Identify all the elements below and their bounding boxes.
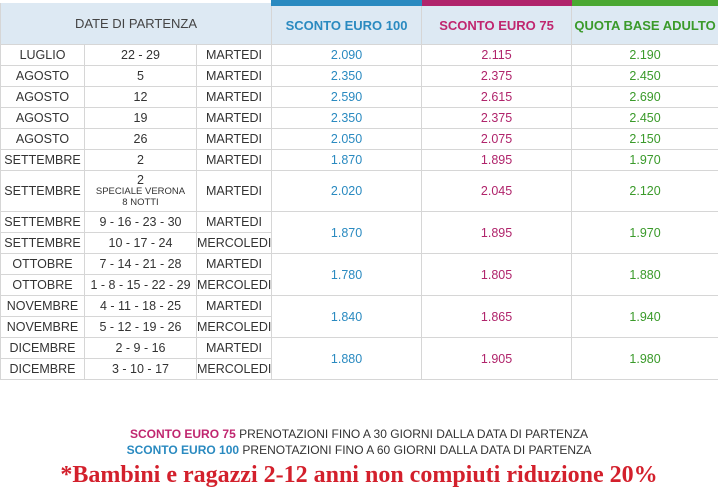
header-sconto-75: SCONTO EURO 75 bbox=[422, 3, 572, 45]
row-price-sconto-100: 1.870 bbox=[272, 150, 422, 171]
row-weekday: MERCOLEDI bbox=[197, 359, 272, 380]
row-dates: 12 bbox=[85, 87, 197, 108]
row-price-sconto-100: 2.050 bbox=[272, 129, 422, 150]
row-dates: 22 - 29 bbox=[85, 45, 197, 66]
row-month: NOVEMBRE bbox=[1, 317, 85, 338]
group-price-quota-base: 1.980 bbox=[572, 338, 718, 380]
row-price-quota-base: 2.450 bbox=[572, 108, 718, 129]
row-month: OTTOBRE bbox=[1, 254, 85, 275]
group-price-sconto-100: 1.780 bbox=[272, 254, 422, 296]
row-weekday: MERCOLEDI bbox=[197, 275, 272, 296]
row-dates: 19 bbox=[85, 108, 197, 129]
row-dates: 26 bbox=[85, 129, 197, 150]
table-row bbox=[1, 296, 718, 317]
row-weekday: MARTEDI bbox=[197, 87, 272, 108]
row-weekday: MARTEDI bbox=[197, 129, 272, 150]
row-weekday: MARTEDI bbox=[197, 150, 272, 171]
row-weekday: MARTEDI bbox=[197, 212, 272, 233]
row-price-quota-base: 2.190 bbox=[572, 45, 718, 66]
table-row bbox=[1, 338, 718, 359]
group-price-sconto-100: 1.880 bbox=[272, 338, 422, 380]
row-weekday: MARTEDI bbox=[197, 66, 272, 87]
row-price-sconto-100: 2.350 bbox=[272, 108, 422, 129]
row-month: SETTEMBRE bbox=[1, 212, 85, 233]
row-weekday: MARTEDI bbox=[197, 171, 272, 212]
group-price-sconto-75: 1.905 bbox=[422, 338, 572, 380]
row-month: AGOSTO bbox=[1, 87, 85, 108]
group-price-quota-base: 1.970 bbox=[572, 212, 718, 254]
row-dates: 5 bbox=[85, 66, 197, 87]
table-row bbox=[1, 66, 718, 87]
row-price-sconto-75: 2.075 bbox=[422, 129, 572, 150]
row-price-quota-base: 2.690 bbox=[572, 87, 718, 108]
row-weekday: MARTEDI bbox=[197, 45, 272, 66]
row-price-sconto-75: 2.045 bbox=[422, 171, 572, 212]
row-month: SETTEMBRE bbox=[1, 233, 85, 254]
row-price-sconto-75: 2.115 bbox=[422, 45, 572, 66]
group-price-sconto-100: 1.870 bbox=[272, 212, 422, 254]
row-dates: 7 - 14 - 21 - 28 bbox=[85, 254, 197, 275]
row-dates: 3 - 10 - 17 bbox=[85, 359, 197, 380]
children-discount-note: *Bambini e ragazzi 2-12 anni non compiuti riduzione 20% bbox=[60, 462, 658, 488]
table-row bbox=[1, 87, 718, 108]
header-dates: DATE DI PARTENZA bbox=[1, 3, 272, 45]
legend-100-label: SCONTO EURO 100 bbox=[126, 443, 240, 457]
row-price-quota-base: 2.150 bbox=[572, 129, 718, 150]
group-price-quota-base: 1.940 bbox=[572, 296, 718, 338]
legend-75-text: PRENOTAZIONI FINO A 30 GIORNI DALLA DATA DI PARTENZA bbox=[239, 427, 589, 441]
row-price-sconto-75: 2.375 bbox=[422, 108, 572, 129]
table-row bbox=[1, 45, 718, 66]
special-line1: SPECIALE VERONA bbox=[95, 185, 186, 197]
table-row bbox=[1, 254, 718, 275]
row-month: DICEMBRE bbox=[1, 359, 85, 380]
row-weekday: MARTEDI bbox=[197, 296, 272, 317]
row-price-quota-base: 2.450 bbox=[572, 66, 718, 87]
table-row bbox=[1, 108, 718, 129]
table-row bbox=[1, 150, 718, 171]
row-month: OTTOBRE bbox=[1, 275, 85, 296]
group-price-quota-base: 1.880 bbox=[572, 254, 718, 296]
row-dates: 2 bbox=[85, 150, 197, 171]
row-price-sconto-100: 2.590 bbox=[272, 87, 422, 108]
special-date: 2 bbox=[137, 172, 144, 187]
legend-100-text: PRENOTAZIONI FINO A 60 GIORNI DALLA DATA DI PARTENZA bbox=[242, 443, 592, 457]
header-sconto-100: SCONTO EURO 100 bbox=[272, 3, 422, 45]
legend-100 bbox=[0, 443, 718, 457]
table-body bbox=[1, 45, 718, 380]
table-row bbox=[1, 212, 718, 233]
row-weekday: MERCOLEDI bbox=[197, 317, 272, 338]
row-weekday: MERCOLEDI bbox=[197, 233, 272, 254]
row-month: SETTEMBRE bbox=[1, 171, 85, 212]
row-dates: 1 - 8 - 15 - 22 - 29 bbox=[85, 275, 197, 296]
legend-75-label: SCONTO EURO 75 bbox=[129, 427, 236, 441]
row-dates: 4 - 11 - 18 - 25 bbox=[85, 296, 197, 317]
row-month: AGOSTO bbox=[1, 108, 85, 129]
row-weekday: MARTEDI bbox=[197, 338, 272, 359]
row-price-sconto-100: 2.090 bbox=[272, 45, 422, 66]
row-weekday: MARTEDI bbox=[197, 108, 272, 129]
row-dates: 9 - 16 - 23 - 30 bbox=[85, 212, 197, 233]
row-price-sconto-75: 2.375 bbox=[422, 66, 572, 87]
legend-75 bbox=[0, 427, 718, 441]
row-price-sconto-100: 2.020 bbox=[272, 171, 422, 212]
row-price-quota-base: 1.970 bbox=[572, 150, 718, 171]
table-header-row bbox=[1, 3, 718, 45]
row-price-sconto-100: 2.350 bbox=[272, 66, 422, 87]
row-month: SETTEMBRE bbox=[1, 150, 85, 171]
group-price-sconto-100: 1.840 bbox=[272, 296, 422, 338]
row-dates: 10 - 17 - 24 bbox=[85, 233, 197, 254]
row-dates: 2 - 9 - 16 bbox=[85, 338, 197, 359]
row-weekday: MARTEDI bbox=[197, 254, 272, 275]
group-price-sconto-75: 1.895 bbox=[422, 212, 572, 254]
row-price-sconto-75: 2.615 bbox=[422, 87, 572, 108]
group-price-sconto-75: 1.805 bbox=[422, 254, 572, 296]
row-price-sconto-75: 1.895 bbox=[422, 150, 572, 171]
row-month: AGOSTO bbox=[1, 129, 85, 150]
header-quota-base: QUOTA BASE ADULTO bbox=[572, 3, 718, 45]
special-line2: 8 NOTTI bbox=[122, 196, 159, 208]
row-month: AGOSTO bbox=[1, 66, 85, 87]
group-price-sconto-75: 1.865 bbox=[422, 296, 572, 338]
row-month: DICEMBRE bbox=[1, 338, 85, 359]
row-month: NOVEMBRE bbox=[1, 296, 85, 317]
row-month: LUGLIO bbox=[1, 45, 85, 66]
row-dates: 5 - 12 - 19 - 26 bbox=[85, 317, 197, 338]
row-price-quota-base: 2.120 bbox=[572, 171, 718, 212]
row-dates-special bbox=[85, 171, 197, 212]
table-row-special bbox=[1, 171, 718, 212]
table-row bbox=[1, 129, 718, 150]
